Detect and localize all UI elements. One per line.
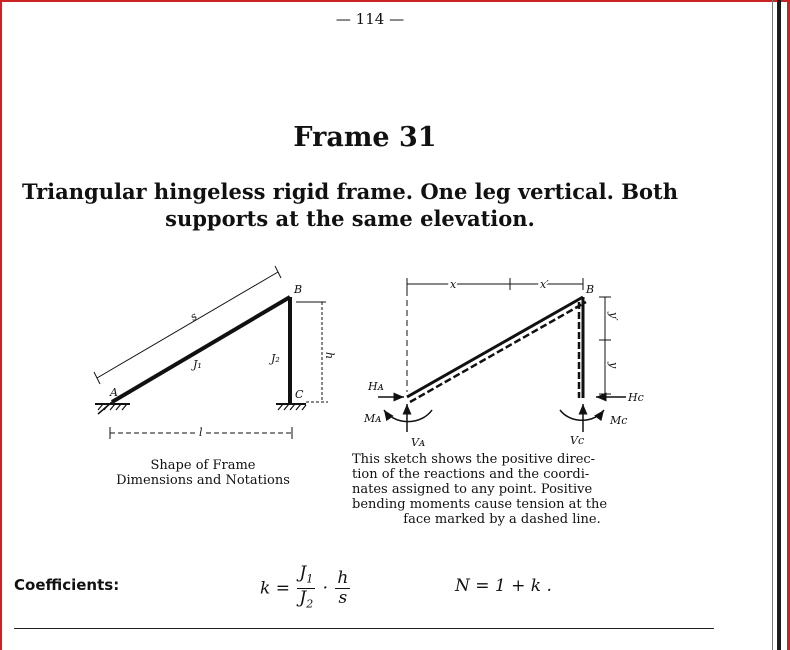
inclined-leg-right — [407, 297, 583, 397]
dimension-s — [97, 272, 278, 378]
label-y: y — [607, 362, 620, 369]
k-fraction-2 — [335, 569, 350, 608]
caption-right-line-2: tion of the reactions and the coordi- — [352, 467, 590, 482]
right-figure-caption — [352, 452, 652, 527]
label-b: B — [294, 283, 303, 296]
right-frame-figure — [363, 278, 644, 449]
caption-right-line-3: nates assigned to any point. Positive — [352, 482, 593, 497]
label-va: Vᴀ — [411, 436, 426, 449]
label-vc: Vc — [570, 434, 585, 447]
label-hc: Hc — [628, 391, 644, 404]
left-figure-caption — [88, 458, 318, 488]
k-dot: · — [322, 578, 328, 599]
label-j2: J₂ — [271, 352, 280, 365]
label-x-prime: x′ — [540, 278, 549, 291]
caption-left-line-2: Dimensions and Notations — [116, 473, 290, 488]
arrow-ma — [384, 410, 432, 422]
k-den1: J — [299, 588, 307, 609]
label-c: C — [295, 388, 304, 401]
k-num2: h — [337, 568, 349, 589]
k-formula — [260, 564, 352, 614]
inclined-leg-dashed-face — [410, 302, 586, 402]
page-number: — 114 — — [335, 10, 405, 28]
caption-right-line-4: bending moments cause tension at the — [352, 497, 608, 512]
arrow-mc — [560, 410, 604, 420]
caption-right-line-5: face marked by a dashed line. — [403, 512, 601, 527]
label-mc: Mc — [610, 414, 628, 427]
label-ha: Hᴀ — [368, 380, 384, 393]
k-num1-sub: 1 — [306, 572, 314, 586]
page-title: Frame 31 — [293, 122, 437, 153]
label-h: h — [323, 352, 336, 360]
label-s: s — [188, 309, 200, 324]
k-num1: J — [299, 563, 307, 583]
coefficients-label: Coefficients: — [14, 576, 120, 594]
inclined-leg — [112, 297, 290, 402]
label-b-right: B — [586, 283, 595, 296]
caption-right-line-1: This sketch shows the positive direc- — [352, 452, 596, 467]
support-a — [95, 404, 130, 410]
k-fraction-1 — [297, 564, 315, 614]
label-ma: Mᴀ — [364, 412, 382, 425]
left-frame-figure — [94, 266, 336, 439]
label-a: A — [110, 386, 118, 399]
label-x: x — [450, 278, 457, 291]
k-den1-sub: 2 — [306, 597, 314, 611]
label-y-prime: y′ — [607, 312, 620, 321]
k-lhs: k = — [260, 578, 290, 599]
k-den2: s — [338, 588, 348, 609]
n-formula: N = 1 + k . — [455, 576, 552, 596]
label-l: l — [199, 426, 203, 439]
label-j1: J₁ — [193, 358, 202, 371]
bottom-rule — [14, 628, 714, 629]
caption-left-line-1: Shape of Frame — [150, 458, 256, 473]
subtitle-line-1: Triangular hingeless rigid frame. One leg vertical. Both — [22, 179, 678, 204]
subtitle-line-2: supports at the same elevation. — [165, 206, 535, 231]
support-c — [276, 404, 306, 410]
